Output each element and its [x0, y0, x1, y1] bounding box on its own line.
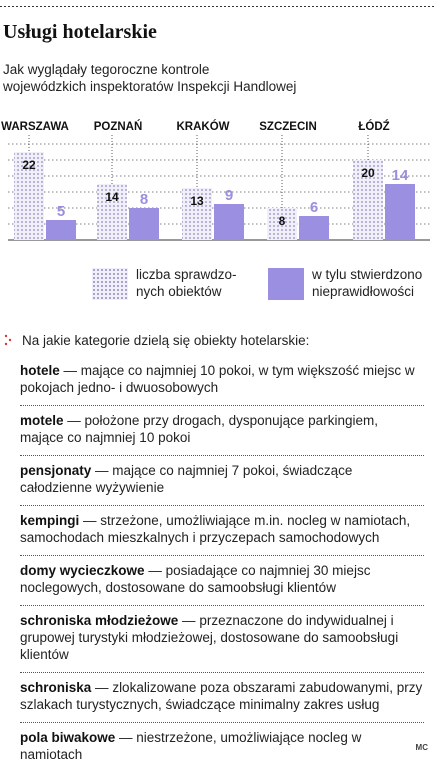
- list-item: [20, 673, 424, 723]
- value-label-irregular: 14: [391, 167, 409, 184]
- value-label-irregular: 8: [139, 191, 149, 208]
- credit: MC: [415, 743, 428, 752]
- list-item: [20, 723, 424, 772]
- bar-chart: [0, 0, 436, 260]
- value-label-irregular: 6: [309, 199, 319, 216]
- value-label-irregular: 5: [56, 203, 66, 220]
- category-term: schroniska młodzieżowe: [20, 613, 179, 628]
- legend-irregular-line: w tylu stwierdzono: [312, 267, 423, 282]
- separator: —: [63, 413, 85, 428]
- category-desc: mające co najmniej 7 pokoi, świadczące całodzienne wyżywienie: [20, 463, 353, 495]
- city-label: KRAKÓW: [176, 121, 230, 133]
- bar-irregular: [46, 220, 76, 240]
- category-desc: strzeżone, umożliwiające m.in. nocleg w namiotach, samochodach mieszkalnych i przyczepach samochodowych: [20, 513, 411, 545]
- separator: —: [115, 730, 137, 745]
- separator: —: [79, 513, 101, 528]
- value-label-checked: 13: [190, 194, 204, 208]
- list-item: [20, 356, 424, 406]
- legend-checked: [136, 266, 237, 300]
- city-label: SZCZECIN: [259, 121, 317, 133]
- category-desc: położone przy drogach, dysponujące parkingiem, mające co najmniej 10 pokoi: [20, 413, 378, 445]
- legend-swatch-checked: [92, 268, 128, 300]
- bar-irregular: [385, 184, 415, 240]
- category-list: [20, 356, 424, 772]
- category-term: schroniska: [20, 680, 92, 695]
- bar-irregular: [214, 204, 244, 240]
- section-heading: Na jakie kategorie dzielą się obiekty hotelarskie:: [22, 333, 310, 348]
- value-label-checked: 20: [361, 166, 375, 180]
- separator: —: [144, 563, 166, 578]
- category-desc: przeznaczone do indywidualnej i grupowej turystyki młodzieżowej, dostosowane do samoobsługi klientów: [20, 613, 399, 662]
- value-label-checked: 22: [22, 158, 36, 172]
- list-item: [20, 456, 424, 506]
- separator: —: [178, 613, 200, 628]
- category-desc: mające co najmniej 10 pokoi, w tym większość miejsc w pokojach jedno- i dwuosobowych: [20, 363, 415, 395]
- value-label-checked: 8: [278, 214, 286, 228]
- list-item: [20, 406, 424, 456]
- category-term: domy wycieczkowe: [20, 563, 145, 578]
- page-title: Usługi hotelarskie: [3, 21, 157, 43]
- category-desc: posiadające co najmniej 30 miejsc noclegowych, dostosowane do samoobsługi klientów: [20, 563, 371, 595]
- legend-irregular: [312, 266, 422, 300]
- bar-irregular: [299, 216, 329, 240]
- category-term: pola biwakowe: [20, 730, 116, 745]
- list-item: [20, 506, 424, 556]
- value-label-irregular: 9: [224, 187, 234, 204]
- legend-irregular-line: nieprawidłowości: [312, 284, 415, 299]
- category-desc: zlokalizowane poza obszarami zabudowanymi, przy szlakach turystycznych, świadczące minimalny zakres usług: [20, 680, 423, 712]
- legend-checked-line: nych obiektów: [136, 284, 222, 299]
- bars: [14, 152, 415, 240]
- category-term: kempingi: [20, 513, 80, 528]
- city-label: ŁÓDŹ: [358, 121, 390, 133]
- category-term: motele: [20, 413, 64, 428]
- bar-irregular: [129, 208, 159, 240]
- legend-swatch-irregular: [268, 268, 304, 300]
- subtitle-line: wojewódzkich inspektoratów Inspekcji Handlowej: [3, 79, 297, 94]
- legend-checked-line: liczba sprawdzo-: [136, 267, 237, 282]
- list-item: [20, 556, 424, 606]
- separator: —: [59, 363, 81, 378]
- category-term: pensjonaty: [20, 463, 92, 478]
- subtitle-line: Jak wyglądały tegoroczne kontrole: [3, 62, 210, 77]
- section-marker-icon: [4, 333, 14, 347]
- list-item: [20, 606, 424, 673]
- value-label-checked: 14: [105, 190, 119, 204]
- city-label: WARSZAWA: [1, 121, 69, 133]
- separator: —: [91, 463, 113, 478]
- city-label: POZNAŃ: [93, 121, 143, 133]
- category-term: hotele: [20, 363, 60, 378]
- separator: —: [91, 680, 113, 695]
- category-desc: niestrzeżone, umożliwiające nocleg w namiotach: [20, 730, 362, 762]
